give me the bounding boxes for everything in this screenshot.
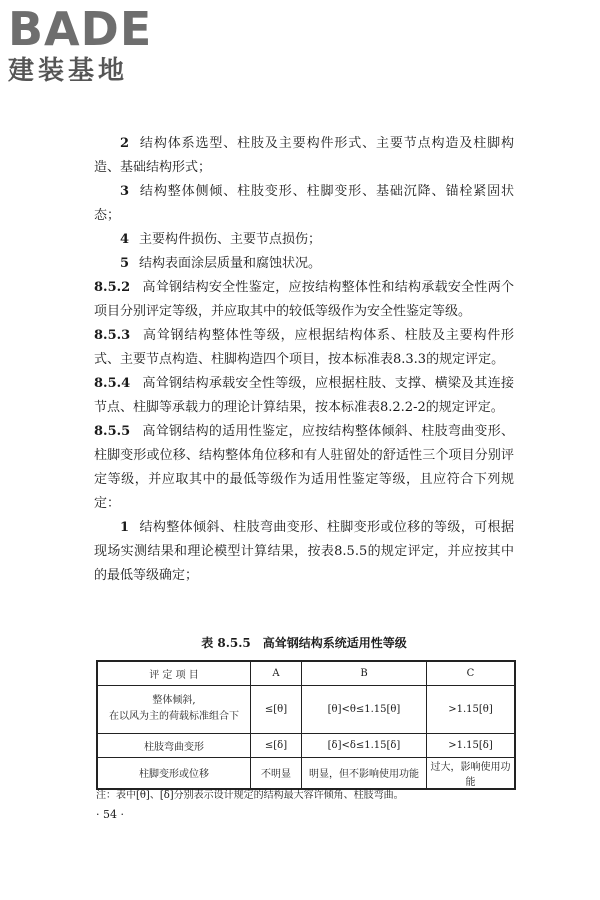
page-number: · 54 · — [96, 808, 124, 821]
table-row — [97, 757, 515, 789]
table-header-cell: C — [427, 661, 516, 685]
list-item: 3 结构整体侧倾、柱肢变形、柱脚变形、基础沉降、锚栓紧固状态； — [94, 184, 514, 223]
table-cell: [θ]<θ≤1.15[θ] — [302, 685, 427, 733]
table-header-row — [97, 661, 515, 685]
clause: 8.5.2 高耸钢结构安全性鉴定，应按结构整体性和结构承载安全性两个项目分别评定等级，并应取其中的较低等级作为安全性鉴定等级。 — [94, 280, 514, 319]
clause: 8.5.5 高耸钢结构的适用性鉴定，应按结构整体倾斜、柱肢弯曲变形、柱脚变形或位移、结构整体角位移和有人驻留处的舒适性三个项目分别评定等级，并应取其中的最低等级作为适用性鉴定等级，且应符合下列规定： — [94, 424, 514, 511]
list-item: 1 结构整体倾斜、柱肢弯曲变形、柱脚变形或位移的等级，可根据现场实测结果和理论模型计算结果，按表8.5.5的规定评定，并应按其中的最低等级确定； — [94, 520, 514, 583]
table-note: 注：表中[θ]、[δ]分别表示设计规定的结构最大容许倾角、柱肢弯曲。 — [96, 790, 404, 801]
table-header-cell: B — [302, 661, 427, 685]
table-header-cell: 评 定 项 目 — [97, 661, 251, 685]
table-cell: ≤[δ] — [251, 733, 302, 757]
list-item: 5 结构表面涂层质量和腐蚀状况。 — [120, 256, 322, 271]
list-item: 4 主要构件损伤、主要节点损伤； — [120, 232, 322, 247]
table-cell: 不明显 — [251, 757, 302, 789]
table-row — [97, 685, 515, 733]
table-row — [97, 733, 515, 757]
logo-subtitle: 建装基地 — [8, 56, 129, 86]
table-title: 表 8.5.5 高耸钢结构系统适用性等级 — [201, 636, 407, 650]
table-cell: 明显，但不影响使用功能 — [302, 757, 427, 789]
table-cell: ≤[θ] — [251, 685, 302, 733]
suitability-grade-table — [96, 660, 516, 790]
table-cell: 整体倾斜, 在以风为主的荷载标准组合下 — [97, 685, 251, 733]
table-cell: >1.15[θ] — [427, 685, 516, 733]
table-cell: 柱脚变形或位移 — [97, 757, 251, 789]
table-header-cell: A — [251, 661, 302, 685]
table-cell: >1.15[δ] — [427, 733, 516, 757]
logo-mark: BADE — [8, 2, 153, 56]
publisher-logo — [8, 4, 178, 98]
table-cell: 柱肢弯曲变形 — [97, 733, 251, 757]
table-cell: [δ]<δ≤1.15[δ] — [302, 733, 427, 757]
clause: 8.5.4 高耸钢结构承载安全性等级，应根据柱肢、支撑、横梁及其连接节点、柱脚等承载力的理论计算结果，按本标准表8.2.2-2的规定评定。 — [94, 376, 514, 415]
body-text — [94, 132, 514, 588]
list-item: 2 结构体系选型、柱肢及主要构件形式、主要节点构造及柱脚构造、基础结构形式； — [94, 136, 514, 175]
clause: 8.5.3 高耸钢结构整体性等级，应根据结构体系、柱肢及主要构件形式、主要节点构造、柱脚构造四个项目，按本标准表8.3.3的规定评定。 — [94, 328, 514, 367]
table-cell: 过大，影响使用功能 — [427, 757, 516, 789]
